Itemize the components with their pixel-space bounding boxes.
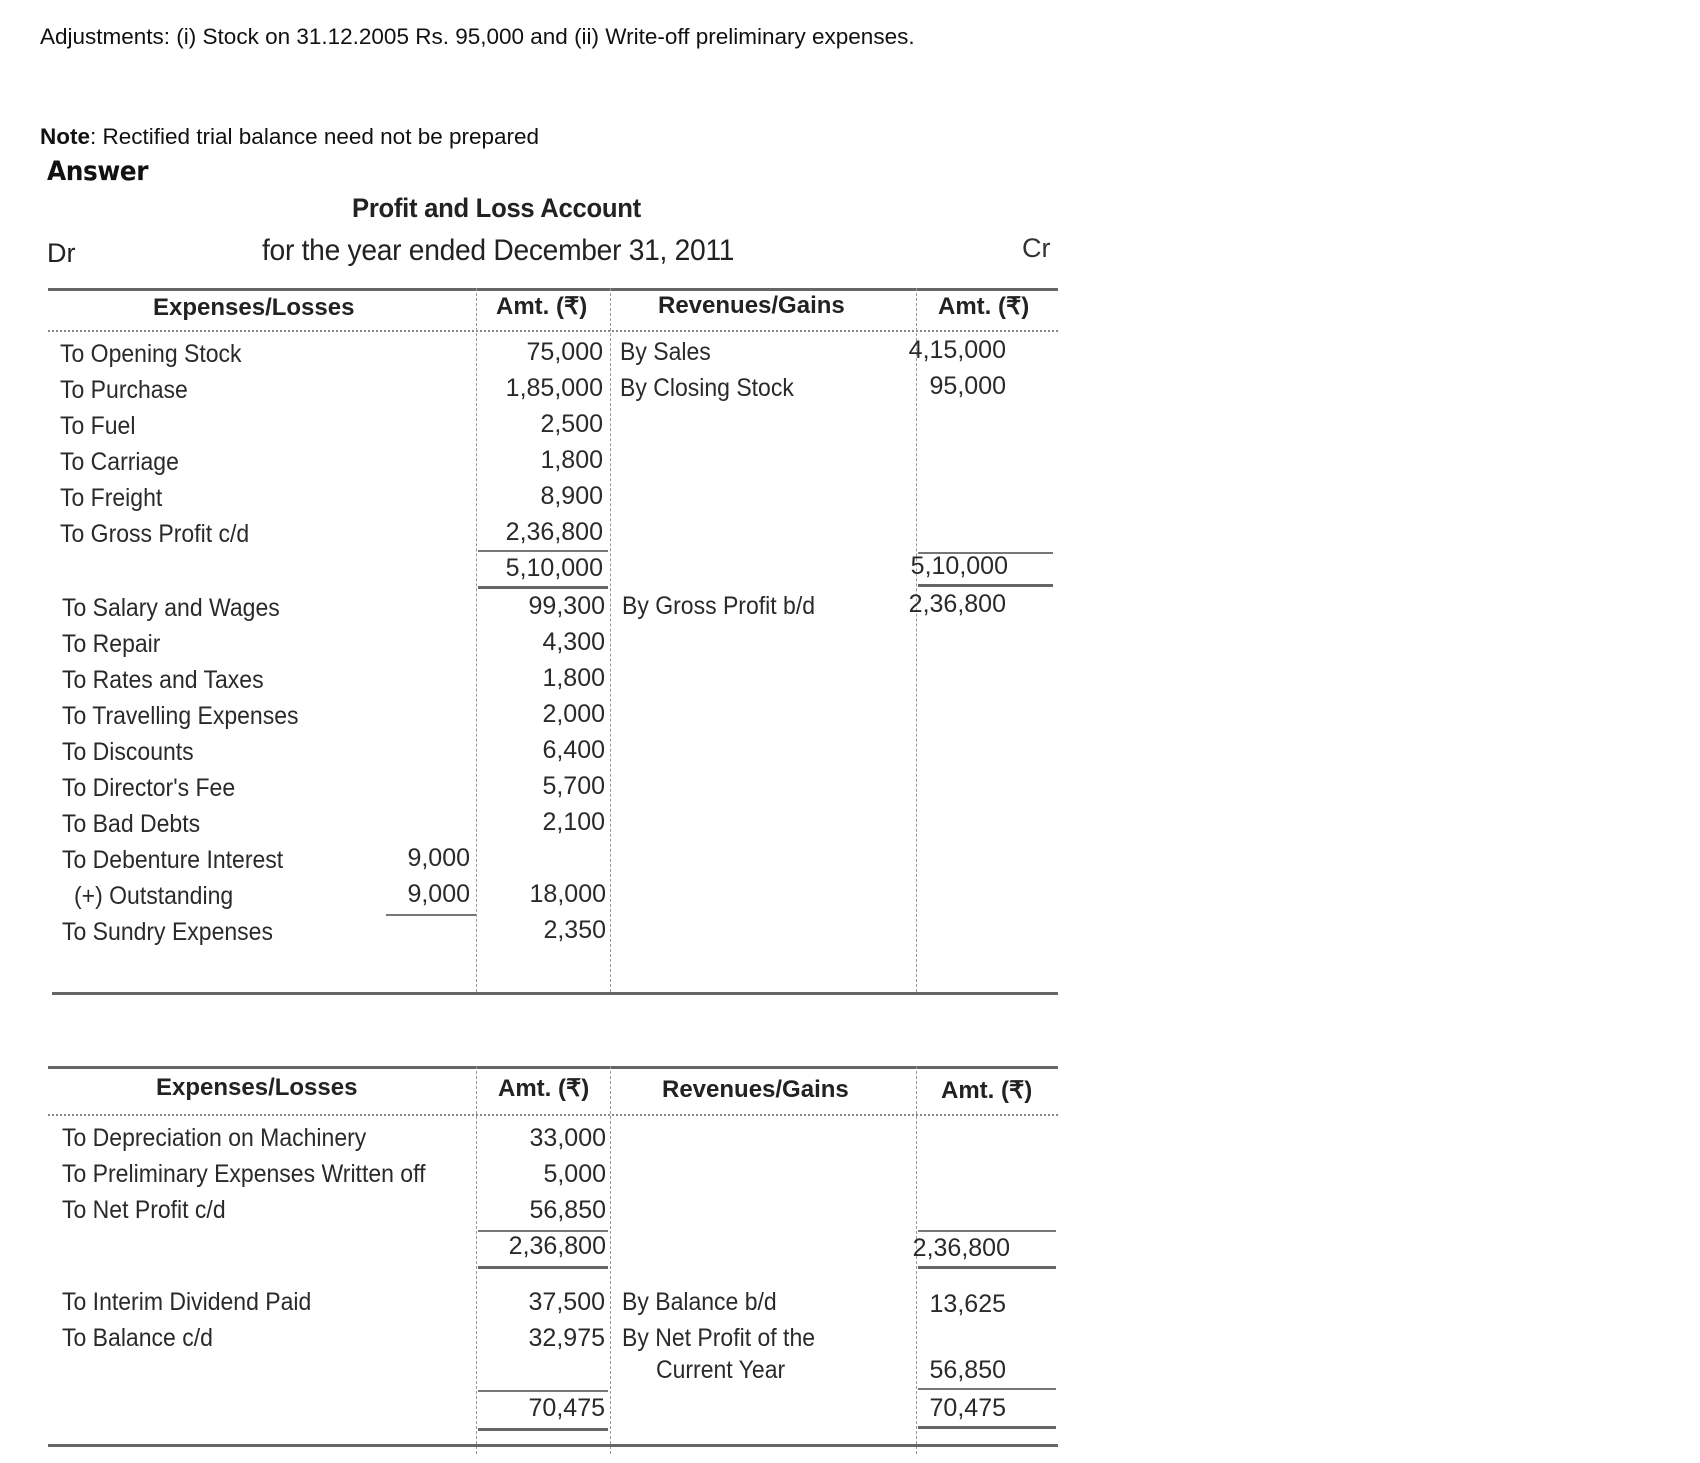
header-amount-cr: Amt. (₹) — [941, 1077, 1033, 1104]
double-rule — [478, 586, 608, 589]
header-revenues: Revenues/Gains — [662, 1076, 849, 1103]
total-cr: 2,36,800 — [912, 1234, 1010, 1262]
total-rule — [478, 1390, 608, 1392]
amount: 18,000 — [529, 880, 606, 908]
table-row: To Depreciation on Machinery — [62, 1124, 367, 1152]
table-row: To Gross Profit c/d — [60, 520, 250, 548]
table-row: To Debenture Interest — [62, 846, 284, 874]
total-rule — [918, 1230, 1056, 1232]
table-bottom-rule — [52, 992, 1058, 995]
subtotal-rule — [386, 914, 476, 916]
ledger-table-1 — [48, 280, 1058, 1000]
amount: 2,500 — [540, 410, 603, 438]
amount: 2,36,800 — [505, 518, 603, 546]
table-row: To Freight — [60, 484, 163, 512]
amount: 95,000 — [929, 372, 1006, 400]
amount: 1,85,000 — [505, 374, 603, 402]
amount: 75,000 — [526, 338, 603, 366]
amount: 33,000 — [529, 1124, 606, 1152]
note-text: : Rectified trial balance need not be prepared — [90, 124, 540, 149]
double-rule — [478, 1266, 608, 1269]
amount: 2,000 — [542, 700, 605, 728]
table-row: To Fuel — [60, 412, 136, 440]
table-bottom-rule — [48, 1444, 1058, 1447]
table-row: (+) Outstanding — [74, 882, 234, 910]
answer-heading: Answer — [47, 156, 148, 187]
table-top-rule — [48, 288, 1058, 291]
amount: 8,900 — [540, 482, 603, 510]
header-bottom-rule — [48, 330, 1058, 332]
note-label: Note — [40, 124, 90, 149]
total-dr: 70,475 — [528, 1394, 605, 1422]
table-row: By Balance b/d — [622, 1288, 777, 1316]
amount: 56,850 — [929, 1356, 1006, 1384]
table-row: To Net Profit c/d — [62, 1196, 226, 1224]
dr-label: Dr — [47, 238, 76, 268]
column-divider — [916, 288, 917, 992]
header-amount-dr: Amt. (₹) — [496, 293, 588, 320]
table-row: By Sales — [620, 338, 711, 366]
total-cr: 5,10,000 — [910, 552, 1008, 580]
amount: 5,700 — [542, 772, 605, 800]
table-row: By Net Profit of the — [622, 1324, 816, 1352]
header-amount-dr: Amt. (₹) — [498, 1075, 590, 1102]
amount: 4,300 — [542, 628, 605, 656]
total-cr: 70,475 — [929, 1394, 1006, 1422]
header-bottom-rule — [48, 1114, 1058, 1116]
table-row: To Sundry Expenses — [62, 918, 273, 946]
inner-amount: 9,000 — [407, 844, 470, 872]
column-divider — [610, 1066, 611, 1454]
amount: 6,400 — [542, 736, 605, 764]
table-row: To Balance c/d — [62, 1324, 213, 1352]
table-row: To Director's Fee — [62, 774, 236, 802]
amount: 1,800 — [542, 664, 605, 692]
amount: 2,100 — [542, 808, 605, 836]
double-rule — [918, 1426, 1056, 1429]
table-row: To Preliminary Expenses Written off — [62, 1160, 426, 1188]
table-row: To Purchase — [60, 376, 188, 404]
account-title: Profit and Loss Account — [352, 193, 641, 223]
amount: 56,850 — [529, 1196, 606, 1224]
table-row: By Gross Profit b/d — [622, 592, 816, 620]
table-top-rule — [48, 1066, 1058, 1069]
amount: 32,975 — [528, 1324, 605, 1352]
table-row: To Rates and Taxes — [62, 666, 264, 694]
table-row: To Interim Dividend Paid — [62, 1288, 312, 1316]
note-line — [40, 124, 539, 150]
table-row: To Carriage — [60, 448, 179, 476]
adjustments-text: Adjustments: (i) Stock on 31.12.2005 Rs. 95,000 and (ii) Write-off preliminary expenses. — [40, 24, 915, 49]
table-row: By Closing Stock — [620, 374, 794, 402]
double-rule — [918, 584, 1053, 587]
amount: 5,000 — [543, 1160, 606, 1188]
column-divider — [476, 1066, 477, 1454]
header-amount-cr: Amt. (₹) — [938, 293, 1030, 320]
table-row: To Travelling Expenses — [62, 702, 299, 730]
header-expenses: Expenses/Losses — [153, 294, 355, 321]
cr-label: Cr — [1022, 233, 1051, 263]
account-subtitle: for the year ended December 31, 2011 — [262, 234, 735, 267]
total-dr: 2,36,800 — [508, 1232, 606, 1260]
inner-amount: 9,000 — [407, 880, 470, 908]
total-rule — [478, 550, 608, 552]
amount: 4,15,000 — [908, 336, 1006, 364]
double-rule — [478, 1428, 608, 1431]
amount: 1,800 — [540, 446, 603, 474]
header-revenues: Revenues/Gains — [658, 292, 845, 319]
amount: 99,300 — [528, 592, 605, 620]
column-divider — [476, 288, 477, 992]
amount: 2,36,800 — [908, 590, 1006, 618]
amount: 37,500 — [528, 1288, 605, 1316]
double-rule — [918, 1266, 1056, 1269]
table-row: To Discounts — [62, 738, 194, 766]
header-expenses: Expenses/Losses — [156, 1074, 358, 1101]
table-row: To Salary and Wages — [62, 594, 280, 622]
total-dr: 5,10,000 — [505, 554, 603, 582]
ledger-table-2 — [48, 1060, 1058, 1460]
table-row: To Bad Debts — [62, 810, 201, 838]
total-rule — [918, 1388, 1056, 1390]
table-row: To Repair — [62, 630, 161, 658]
column-divider — [610, 288, 611, 992]
amount: 2,350 — [543, 916, 606, 944]
amount: 13,625 — [929, 1290, 1006, 1318]
table-row: Current Year — [656, 1356, 786, 1384]
table-row: To Opening Stock — [60, 340, 242, 368]
